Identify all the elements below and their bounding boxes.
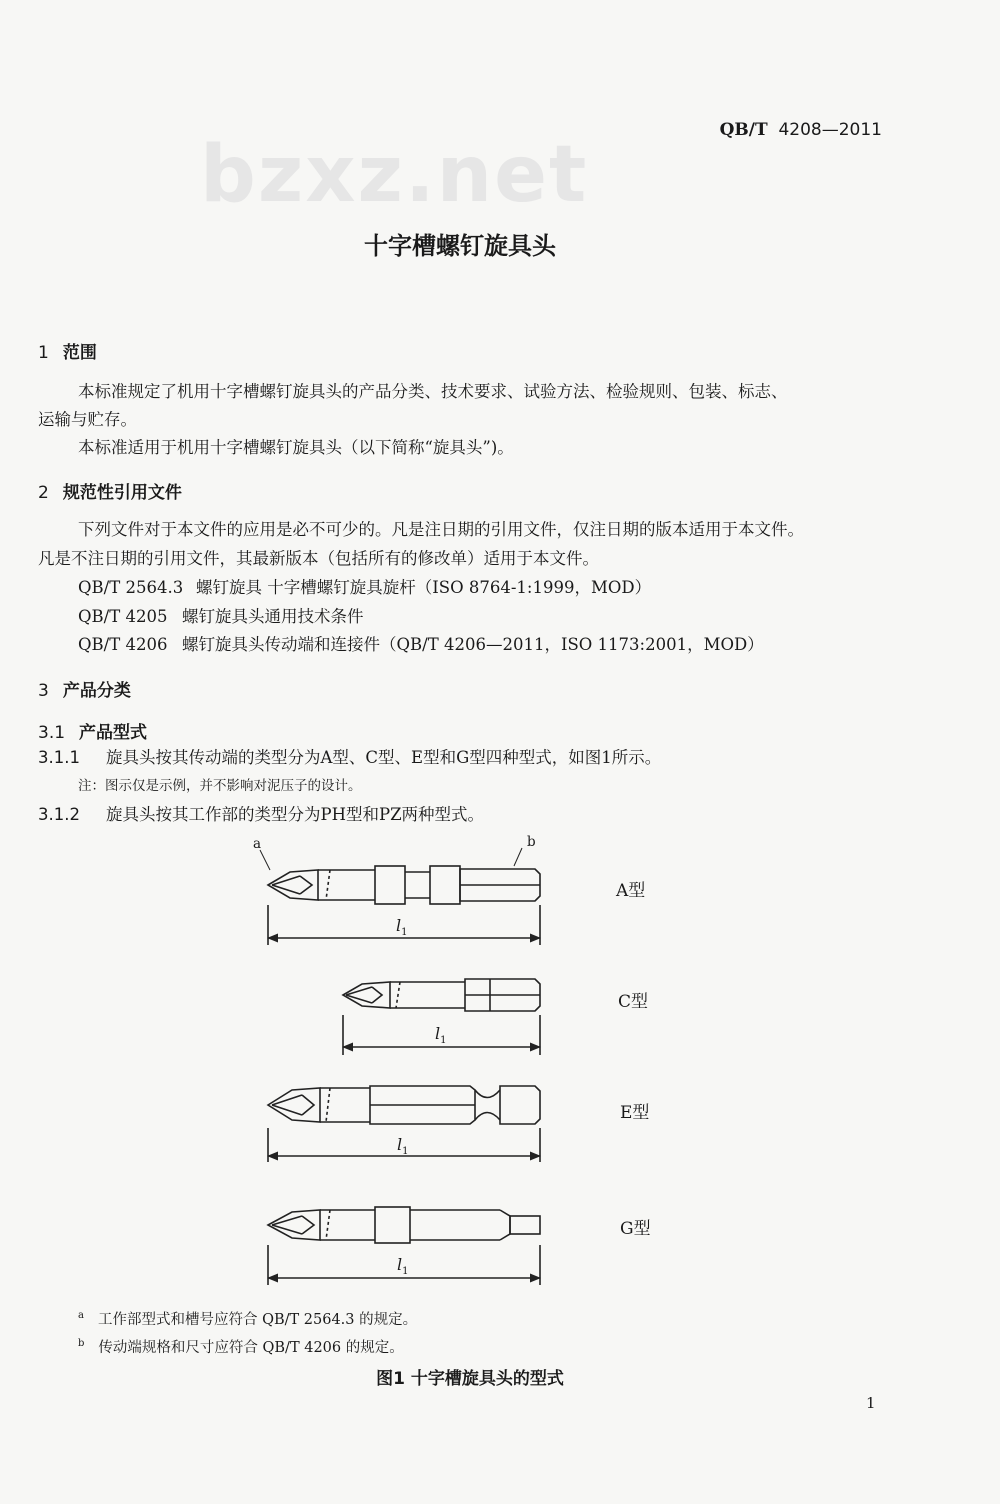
dimension-label-e: $l_1$ bbox=[397, 1135, 409, 1158]
page-number: 1 bbox=[866, 1394, 876, 1412]
section-1-para-1b: 运输与贮存。 bbox=[38, 410, 137, 429]
reference-item: QB/T 4206 螺钉旋具头传动端和连接件（QB/T 4206—2011，ISO 1173:2001，MOD） bbox=[78, 635, 764, 654]
reference-item: QB/T 2564.3 螺钉旋具 十字槽螺钉旋具旋杆（ISO 8764-1:1999，MOD） bbox=[78, 578, 652, 597]
section-3-heading: 3 产品分类 bbox=[38, 681, 131, 701]
section-3-1-heading: 3.1 产品型式 bbox=[38, 723, 148, 743]
section-1-para-2: 本标准适用于机用十字槽螺钉旋具头（以下简称“旋具头”)。 bbox=[78, 438, 514, 457]
type-label-a: A型 bbox=[616, 881, 646, 901]
type-label-c: C型 bbox=[618, 992, 649, 1012]
section-3-1-1: 3.1.1 旋具头按其传动端的类型分为A型、C型、E型和G型四种型式，如图1所示。 bbox=[38, 748, 662, 767]
watermark: bzxz.net bbox=[200, 130, 589, 220]
type-label-e: E型 bbox=[620, 1103, 650, 1123]
reference-item: QB/T 4205 螺钉旋具头通用技术条件 bbox=[78, 607, 364, 626]
standard-code: QB/T 4208—2011 bbox=[719, 120, 882, 140]
type-label-g: G型 bbox=[620, 1219, 651, 1239]
figure-footnote: $^b$ 传动端规格和尺寸应符合 QB/T 4206 的规定。 bbox=[78, 1338, 404, 1356]
dimension-label-g: $l_1$ bbox=[397, 1255, 409, 1278]
page-title: 十字槽螺钉旋具头 bbox=[364, 232, 556, 260]
figure-caption: 图1 十字槽旋具头的型式 bbox=[376, 1369, 564, 1389]
section-3-note: 注：图示仅是示例，并不影响对泥压子的设计。 bbox=[78, 778, 362, 794]
dimension-label-a: $l_1$ bbox=[396, 916, 408, 939]
section-2-heading: 2 规范性引用文件 bbox=[38, 483, 182, 503]
figure-footnote: $^a$ 工作部型式和槽号应符合 QB/T 2564.3 的规定。 bbox=[78, 1310, 418, 1328]
section-2-para-1b: 凡是不注日期的引用文件，其最新版本（包括所有的修改单）适用于本文件。 bbox=[38, 549, 599, 568]
section-3-1-2: 3.1.2 旋具头按其工作部的类型分为PH型和PZ两种型式。 bbox=[38, 805, 485, 824]
dimension-label-c: $l_1$ bbox=[435, 1024, 447, 1047]
callout-b: b bbox=[527, 834, 536, 850]
section-2-para-1a: 下列文件对于本文件的应用是必不可少的。凡是注日期的引用文件，仅注日期的版本适用于本文件。 bbox=[78, 520, 804, 539]
section-1-heading: 1 范围 bbox=[38, 343, 97, 363]
section-1-para-1a: 本标准规定了机用十字槽螺钉旋具头的产品分类、技术要求、试验方法、检验规则、包装、标志、 bbox=[78, 382, 788, 401]
callout-a: a bbox=[253, 836, 262, 852]
